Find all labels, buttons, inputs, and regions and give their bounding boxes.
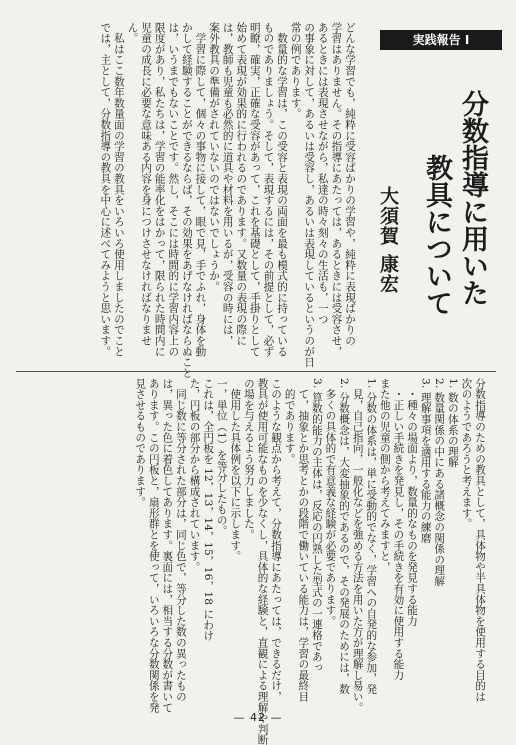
lower-body-text: 分数指導のための教具として，具体物や半具体物を使用する目的は 次のようであろうと考えます。 1. 数の体系の理解 2. 数量関係の中にある諸概念の関係の理解 3. 理解事項を適用する能力の練磨 ・種々の場面より，数量的なものを発見する能力 ・正しい手続きを発見し，その手続きを有効に使用する能力 また他の児童の側から考えてみますと， 1. 分数の体系は，単に受動的でなく，学習への自発的な参加，発 見，自己指向，一般化などを強める方法を用いた方が理解し易い。 2. 分数概念は，大変抽象的であるので，その発展のためには，数 多くの具体的で有意義な経験が必要であります。 3. 算数的能力の主体は，反応の円熟した型式の一連格であっ て，抽象とか思考とかの段階で働いている能力は，学習の最終目 的であります。 このような観点から考えて，分数指導にあたっては，できるだけ， 教具が使用可能なものを少なくし，具体的な経験と，直観による理解や判断 の場を与えるよう努力しました。 使用した具体例を以下に示します。 一，単位（1）を等分したもの。 これは，全円板を 12，13，14，15，16，18 にわけ た，円板の部分から構成されています。 同じ数に等分された部分は，同じ色で，等分した数の異ったもの は，異った色に着色してあります。裏面には，相当する分数が書いて あります。この円板と，扇形群とを使って，いろいろな分数関係を発 見させるものであります。 [134,378,486,745]
article-title-line2: 教具について [421,154,452,316]
article-title-line1: 分数指導に用いた [457,90,488,306]
page-number: — 42 — [233,711,283,724]
upper-body-text: どんな学習でも，純粋に受容ばかりの学習や，純粋に表現ばかりの 学習はありません。その指導にあたっては，あるときには受容させ， あるときには表現させながら，私達の時々刻々の生活も，一つ の事象に対して，あるいは受容し，あるいは表現しているというのが日 常の例であります。 数量的な学習は，この受容と表現の両面を最も模式的に持っている ものでありましょう。そして，表現するには，その前提として，必ず 明瞭，確実，正確な受容があって，これを基礎として，手掛りとして 始めて表現が効果的に行われるのであります。又数量の表現の際に は，教師も児童も必然的に道具や材料を用いるが，受容の時には， 案外教具の準備がされていないのではないでしょうか。 学習に際して，個々の事物に接して，眼で見，手でふれ，身体を動 かして経験することができるならば，その効果をあげなければならぬこと は，いうまでもないことです。然し，そこには時間的に学習内容上の 限度があり，私たちは，学習の能率化をはかって，限られた時間内に 児童の成長に必要な意味ある内容を身につけさせなければなりませ ん。 私はここ数年数量面の学習の教具をいろいろ使用しましたのでこと では，主として，分数指導の教具を中心に述べてみようと思います。 [99,22,356,379]
report-label: 実践報告 I [380,30,502,50]
author-name: 大須賀 康宏 [377,186,399,294]
section-divider [16,371,496,372]
